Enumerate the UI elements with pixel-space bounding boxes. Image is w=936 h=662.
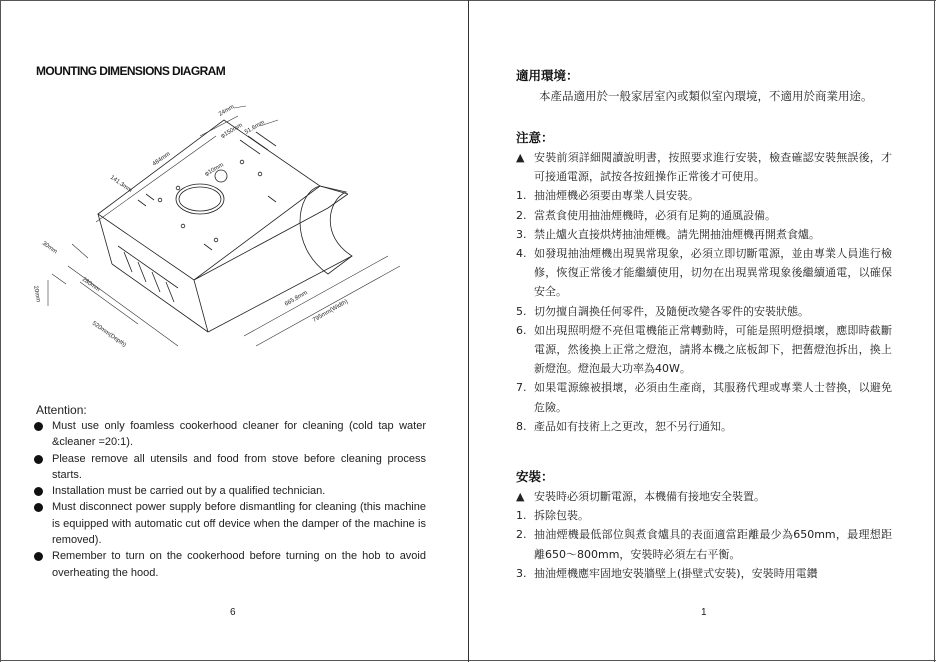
attention-item: Must disconnect power supply before dismantling for cleaning (this machine is equipped with automatic cut off device when the damper of the machine is removed). xyxy=(34,499,426,548)
caution-item: 3. 禁止爐火直接烘烤抽油煙機。請先開抽油煙機再開煮食爐。 xyxy=(516,227,820,241)
installation-item: 2. 抽油煙機最低部位與煮食爐具的表面適當距離最少為650mm，最理想距離650～800mm，安裝時必須左右平衡。 xyxy=(516,528,892,561)
installation-list xyxy=(516,487,892,583)
bullet-icon xyxy=(34,455,43,464)
section-heading-installation: 安裝： xyxy=(516,469,554,484)
attention-item: Installation must be carried out by a qualified technician. xyxy=(34,483,426,499)
section-heading-caution: 注意： xyxy=(516,130,554,145)
attention-list xyxy=(34,418,426,581)
hood-glass-front xyxy=(300,186,352,274)
hood-top-surface xyxy=(98,120,320,280)
dim-label-484mm: 484mm xyxy=(151,151,172,168)
installation-item: 3. 抽油煙機應牢固地安裝牆壁上(掛壁式安裝)，安裝時用電鑽 xyxy=(516,566,818,580)
installation-item: ▲ 安裝時必須切斷電源，本機備有接地安全裝置。 xyxy=(516,490,765,503)
dim-label-665-8mm: 665.8mm xyxy=(284,290,309,308)
caution-item: 4. 如發現抽油煙機出現異常現象，必須立即切斷電源，並由專業人員進行檢修，恢復正常後才能繼續使用，切勿在出現異常現象後繼續通電，以確保安全。 xyxy=(516,247,892,299)
outlet-inner xyxy=(179,187,221,211)
dim-label-51-6mm: 51.6mm xyxy=(244,119,266,136)
dim-label-10mm: φ10mm xyxy=(204,162,225,178)
dim-label-150mm: φ150mm xyxy=(220,122,244,140)
environment-paragraph: 本產品適用於一般家居室內或類似室內環境，不適用於商業用途。 xyxy=(539,89,873,103)
installation-item: 1. 拆除包裝。 xyxy=(516,509,589,523)
dim-label-24mm: 24mm xyxy=(218,104,236,118)
dim-label-520mm-depth: 520mm(Depth) xyxy=(90,320,128,349)
page-number-left: 6 xyxy=(230,607,236,618)
bullet-icon xyxy=(34,552,43,561)
attention-item: Must use only foamless cookerhood cleaner for cleaning (cold tap water &cleaner =20:1). xyxy=(34,418,426,451)
bullet-icon xyxy=(34,503,43,512)
outlet-circle xyxy=(176,184,224,214)
dim-label-795mm-width: 795mm(Width) xyxy=(312,298,350,324)
caution-item: 5. 切勿擅自調換任何零件，及隨便改變各零件的安裝狀態。 xyxy=(516,304,809,318)
bullet-icon xyxy=(34,487,43,496)
dim-label-30mm: 30mm xyxy=(40,240,58,256)
caution-item: 1. 抽油煙機必須要由專業人員安裝。 xyxy=(516,189,699,203)
dim-label-141-3mm: 141.3mm xyxy=(108,174,133,194)
bullet-icon xyxy=(34,422,43,431)
caution-item: 8. 產品如有技術上之更改，恕不另行通知。 xyxy=(516,419,732,433)
attention-item: Please remove all utensils and food from stove before cleaning process starts. xyxy=(34,451,426,484)
diagram-title: MOUNTING DIMENSIONS DIAGRAM xyxy=(36,64,226,78)
dim-label-280mm: 280mm xyxy=(80,276,101,294)
caution-list xyxy=(516,148,892,436)
right-page xyxy=(469,0,935,662)
mounting-dimensions-diagram xyxy=(28,96,438,396)
caution-item: ▲ 安裝前須詳細閱讀說明書，按照要求進行安裝，檢查確認安裝無誤後，才可接通電源，試按各按鈕操作正常後才可使用。 xyxy=(516,151,892,184)
attention-item: Remember to turn on the cookerhood before turning on the hob to avoid overheating the hood. xyxy=(34,548,426,581)
section-heading-environment: 適用環境： xyxy=(516,68,579,83)
dim-label-20mm: 20mm xyxy=(32,285,41,303)
caution-item: 6. 如出現照明燈不亮但電機能正常轉動時，可能是照明燈損壞，應即時截斷電源，然後換上正常之燈泡，請將本機之底板卸下，把舊燈泡拆出，換上新燈泡。燈泡最大功率為40W。 xyxy=(516,323,892,376)
page-number-right: 1 xyxy=(701,607,707,618)
caution-item: 7. 如果電源線被損壞，必須由生產商，其服務代理或專業人士替換，以避免危險。 xyxy=(516,381,892,414)
caution-item: 2. 當煮食使用抽油煙機時，必須有足夠的通風設備。 xyxy=(516,208,776,222)
attention-title: Attention: xyxy=(36,403,87,417)
